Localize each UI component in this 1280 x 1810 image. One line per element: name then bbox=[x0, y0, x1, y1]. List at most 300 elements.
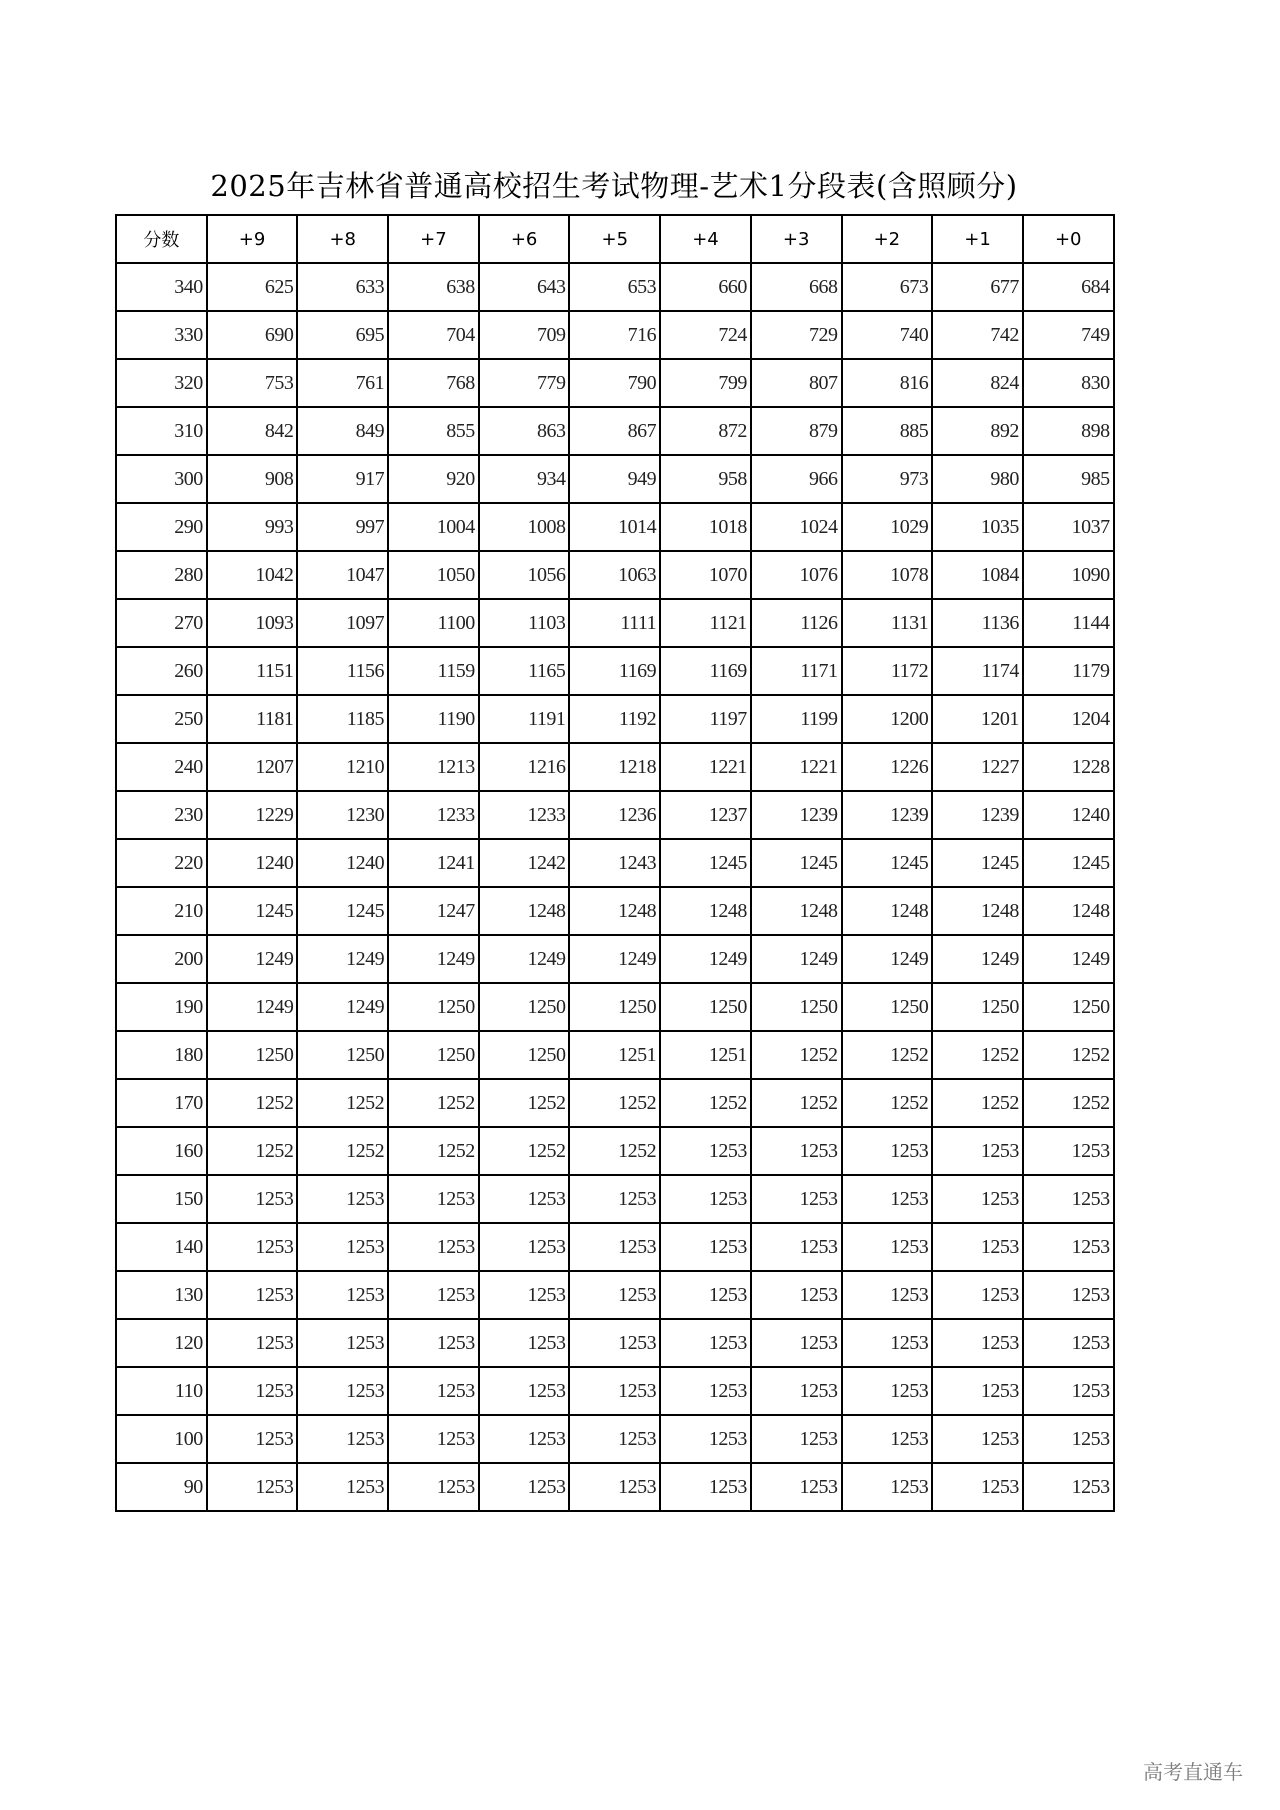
table-row bbox=[116, 1463, 1114, 1511]
cumulative-count-cell: 1253 bbox=[388, 1463, 479, 1511]
cumulative-count-cell: 1249 bbox=[660, 935, 751, 983]
cumulative-count-cell: 1014 bbox=[569, 503, 660, 551]
cumulative-count-cell: 1190 bbox=[388, 695, 479, 743]
cumulative-count-cell: 1144 bbox=[1023, 599, 1114, 647]
cumulative-count-cell: 709 bbox=[479, 311, 570, 359]
cumulative-count-cell: 1252 bbox=[1023, 1079, 1114, 1127]
cumulative-count-cell: 867 bbox=[569, 407, 660, 455]
cumulative-count-cell: 1250 bbox=[842, 983, 933, 1031]
cumulative-count-cell: 1197 bbox=[660, 695, 751, 743]
cumulative-count-cell: 1245 bbox=[751, 839, 842, 887]
cumulative-count-cell: 1236 bbox=[569, 791, 660, 839]
cumulative-count-cell: 633 bbox=[297, 263, 388, 311]
cumulative-count-cell: 1207 bbox=[207, 743, 298, 791]
cumulative-count-cell: 668 bbox=[751, 263, 842, 311]
cumulative-count-cell: 1121 bbox=[660, 599, 751, 647]
score-cell: 280 bbox=[116, 551, 207, 599]
column-header-offset: +7 bbox=[388, 215, 479, 263]
table-row bbox=[116, 1367, 1114, 1415]
cumulative-count-cell: 1253 bbox=[751, 1367, 842, 1415]
cumulative-count-cell: 807 bbox=[751, 359, 842, 407]
cumulative-count-cell: 1227 bbox=[932, 743, 1023, 791]
cumulative-count-cell: 1252 bbox=[207, 1079, 298, 1127]
cumulative-count-cell: 1253 bbox=[569, 1367, 660, 1415]
cumulative-count-cell: 1248 bbox=[932, 887, 1023, 935]
table-row bbox=[116, 1127, 1114, 1175]
score-cell: 260 bbox=[116, 647, 207, 695]
cumulative-count-cell: 1240 bbox=[297, 839, 388, 887]
cumulative-count-cell: 1174 bbox=[932, 647, 1023, 695]
cumulative-count-cell: 1179 bbox=[1023, 647, 1114, 695]
cumulative-count-cell: 1156 bbox=[297, 647, 388, 695]
watermark-text: 高考直通车 bbox=[1143, 1760, 1243, 1784]
column-header-offset: +9 bbox=[207, 215, 298, 263]
score-cell: 330 bbox=[116, 311, 207, 359]
cumulative-count-cell: 724 bbox=[660, 311, 751, 359]
table-row bbox=[116, 311, 1114, 359]
cumulative-count-cell: 1165 bbox=[479, 647, 570, 695]
cumulative-count-cell: 966 bbox=[751, 455, 842, 503]
cumulative-count-cell: 704 bbox=[388, 311, 479, 359]
cumulative-count-cell: 1253 bbox=[207, 1271, 298, 1319]
cumulative-count-cell: 830 bbox=[1023, 359, 1114, 407]
cumulative-count-cell: 1229 bbox=[207, 791, 298, 839]
cumulative-count-cell: 677 bbox=[932, 263, 1023, 311]
cumulative-count-cell: 997 bbox=[297, 503, 388, 551]
cumulative-count-cell: 1249 bbox=[569, 935, 660, 983]
cumulative-count-cell: 753 bbox=[207, 359, 298, 407]
cumulative-count-cell: 1018 bbox=[660, 503, 751, 551]
score-cell: 130 bbox=[116, 1271, 207, 1319]
cumulative-count-cell: 1253 bbox=[932, 1319, 1023, 1367]
cumulative-count-cell: 1250 bbox=[479, 983, 570, 1031]
cumulative-count-cell: 1250 bbox=[207, 1031, 298, 1079]
cumulative-count-cell: 1239 bbox=[842, 791, 933, 839]
cumulative-count-cell: 1136 bbox=[932, 599, 1023, 647]
cumulative-count-cell: 1253 bbox=[842, 1319, 933, 1367]
cumulative-count-cell: 673 bbox=[842, 263, 933, 311]
cumulative-count-cell: 1171 bbox=[751, 647, 842, 695]
cumulative-count-cell: 1252 bbox=[569, 1127, 660, 1175]
table-row bbox=[116, 455, 1114, 503]
cumulative-count-cell: 1253 bbox=[842, 1223, 933, 1271]
cumulative-count-cell: 779 bbox=[479, 359, 570, 407]
cumulative-count-cell: 1253 bbox=[751, 1271, 842, 1319]
cumulative-count-cell: 1131 bbox=[842, 599, 933, 647]
cumulative-count-cell: 1253 bbox=[660, 1415, 751, 1463]
cumulative-count-cell: 1213 bbox=[388, 743, 479, 791]
cumulative-count-cell: 1100 bbox=[388, 599, 479, 647]
cumulative-count-cell: 1050 bbox=[388, 551, 479, 599]
cumulative-count-cell: 695 bbox=[297, 311, 388, 359]
cumulative-count-cell: 1253 bbox=[207, 1463, 298, 1511]
score-cell: 320 bbox=[116, 359, 207, 407]
table-row bbox=[116, 839, 1114, 887]
score-cell: 170 bbox=[116, 1079, 207, 1127]
score-cell: 340 bbox=[116, 263, 207, 311]
cumulative-count-cell: 855 bbox=[388, 407, 479, 455]
score-cell: 220 bbox=[116, 839, 207, 887]
cumulative-count-cell: 729 bbox=[751, 311, 842, 359]
cumulative-count-cell: 842 bbox=[207, 407, 298, 455]
cumulative-count-cell: 1240 bbox=[207, 839, 298, 887]
cumulative-count-cell: 660 bbox=[660, 263, 751, 311]
cumulative-count-cell: 1253 bbox=[842, 1175, 933, 1223]
table-row bbox=[116, 1319, 1114, 1367]
cumulative-count-cell: 1216 bbox=[479, 743, 570, 791]
cumulative-count-cell: 1253 bbox=[842, 1367, 933, 1415]
cumulative-count-cell: 1252 bbox=[388, 1127, 479, 1175]
cumulative-count-cell: 1251 bbox=[660, 1031, 751, 1079]
table-row bbox=[116, 647, 1114, 695]
cumulative-count-cell: 1078 bbox=[842, 551, 933, 599]
table-body bbox=[116, 263, 1114, 1511]
cumulative-count-cell: 1253 bbox=[660, 1271, 751, 1319]
cumulative-count-cell: 653 bbox=[569, 263, 660, 311]
cumulative-count-cell: 1253 bbox=[660, 1175, 751, 1223]
cumulative-count-cell: 1253 bbox=[660, 1463, 751, 1511]
cumulative-count-cell: 1239 bbox=[932, 791, 1023, 839]
table-row bbox=[116, 1223, 1114, 1271]
cumulative-count-cell: 1151 bbox=[207, 647, 298, 695]
score-cell: 180 bbox=[116, 1031, 207, 1079]
cumulative-count-cell: 1248 bbox=[660, 887, 751, 935]
cumulative-count-cell: 1126 bbox=[751, 599, 842, 647]
score-cell: 300 bbox=[116, 455, 207, 503]
column-header-offset: +8 bbox=[297, 215, 388, 263]
table-row bbox=[116, 263, 1114, 311]
cumulative-count-cell: 749 bbox=[1023, 311, 1114, 359]
cumulative-count-cell: 1042 bbox=[207, 551, 298, 599]
cumulative-count-cell: 1252 bbox=[842, 1079, 933, 1127]
cumulative-count-cell: 1248 bbox=[479, 887, 570, 935]
table-row bbox=[116, 935, 1114, 983]
cumulative-count-cell: 1253 bbox=[751, 1175, 842, 1223]
cumulative-count-cell: 1185 bbox=[297, 695, 388, 743]
cumulative-count-cell: 816 bbox=[842, 359, 933, 407]
cumulative-count-cell: 1253 bbox=[479, 1319, 570, 1367]
table-row bbox=[116, 791, 1114, 839]
cumulative-count-cell: 1204 bbox=[1023, 695, 1114, 743]
cumulative-count-cell: 1248 bbox=[569, 887, 660, 935]
cumulative-count-cell: 1250 bbox=[388, 983, 479, 1031]
cumulative-count-cell: 761 bbox=[297, 359, 388, 407]
cumulative-count-cell: 1250 bbox=[569, 983, 660, 1031]
cumulative-count-cell: 1228 bbox=[1023, 743, 1114, 791]
cumulative-count-cell: 985 bbox=[1023, 455, 1114, 503]
cumulative-count-cell: 1253 bbox=[751, 1463, 842, 1511]
score-distribution-table bbox=[115, 214, 1115, 1512]
cumulative-count-cell: 1159 bbox=[388, 647, 479, 695]
cumulative-count-cell: 1252 bbox=[932, 1079, 1023, 1127]
cumulative-count-cell: 1253 bbox=[751, 1223, 842, 1271]
score-cell: 250 bbox=[116, 695, 207, 743]
cumulative-count-cell: 973 bbox=[842, 455, 933, 503]
cumulative-count-cell: 1063 bbox=[569, 551, 660, 599]
column-header-score: 分数 bbox=[116, 215, 207, 263]
cumulative-count-cell: 742 bbox=[932, 311, 1023, 359]
cumulative-count-cell: 1253 bbox=[751, 1415, 842, 1463]
cumulative-count-cell: 1241 bbox=[388, 839, 479, 887]
cumulative-count-cell: 1253 bbox=[842, 1415, 933, 1463]
column-header-offset: +2 bbox=[842, 215, 933, 263]
cumulative-count-cell: 1252 bbox=[297, 1127, 388, 1175]
column-header-offset: +5 bbox=[569, 215, 660, 263]
score-cell: 240 bbox=[116, 743, 207, 791]
cumulative-count-cell: 879 bbox=[751, 407, 842, 455]
cumulative-count-cell: 1240 bbox=[1023, 791, 1114, 839]
cumulative-count-cell: 898 bbox=[1023, 407, 1114, 455]
column-header-offset: +3 bbox=[751, 215, 842, 263]
cumulative-count-cell: 799 bbox=[660, 359, 751, 407]
cumulative-count-cell: 1253 bbox=[569, 1319, 660, 1367]
cumulative-count-cell: 863 bbox=[479, 407, 570, 455]
cumulative-count-cell: 625 bbox=[207, 263, 298, 311]
cumulative-count-cell: 1253 bbox=[388, 1223, 479, 1271]
cumulative-count-cell: 1251 bbox=[569, 1031, 660, 1079]
cumulative-count-cell: 1084 bbox=[932, 551, 1023, 599]
cumulative-count-cell: 716 bbox=[569, 311, 660, 359]
cumulative-count-cell: 1239 bbox=[751, 791, 842, 839]
cumulative-count-cell: 1253 bbox=[388, 1415, 479, 1463]
cumulative-count-cell: 1243 bbox=[569, 839, 660, 887]
score-cell: 310 bbox=[116, 407, 207, 455]
cumulative-count-cell: 1253 bbox=[1023, 1127, 1114, 1175]
cumulative-count-cell: 1056 bbox=[479, 551, 570, 599]
table-row bbox=[116, 1271, 1114, 1319]
table-row bbox=[116, 407, 1114, 455]
cumulative-count-cell: 1090 bbox=[1023, 551, 1114, 599]
score-cell: 190 bbox=[116, 983, 207, 1031]
cumulative-count-cell: 1253 bbox=[569, 1463, 660, 1511]
cumulative-count-cell: 1253 bbox=[842, 1463, 933, 1511]
cumulative-count-cell: 1250 bbox=[660, 983, 751, 1031]
cumulative-count-cell: 1253 bbox=[388, 1271, 479, 1319]
cumulative-count-cell: 1249 bbox=[297, 935, 388, 983]
cumulative-count-cell: 1253 bbox=[207, 1415, 298, 1463]
cumulative-count-cell: 1252 bbox=[297, 1079, 388, 1127]
cumulative-count-cell: 1252 bbox=[751, 1079, 842, 1127]
cumulative-count-cell: 1230 bbox=[297, 791, 388, 839]
cumulative-count-cell: 1252 bbox=[388, 1079, 479, 1127]
cumulative-count-cell: 824 bbox=[932, 359, 1023, 407]
cumulative-count-cell: 1250 bbox=[1023, 983, 1114, 1031]
cumulative-count-cell: 1242 bbox=[479, 839, 570, 887]
table-row bbox=[116, 983, 1114, 1031]
column-header-offset: +4 bbox=[660, 215, 751, 263]
cumulative-count-cell: 1029 bbox=[842, 503, 933, 551]
cumulative-count-cell: 1200 bbox=[842, 695, 933, 743]
cumulative-count-cell: 1192 bbox=[569, 695, 660, 743]
cumulative-count-cell: 684 bbox=[1023, 263, 1114, 311]
cumulative-count-cell: 1103 bbox=[479, 599, 570, 647]
cumulative-count-cell: 1253 bbox=[297, 1271, 388, 1319]
table-row bbox=[116, 695, 1114, 743]
cumulative-count-cell: 1037 bbox=[1023, 503, 1114, 551]
table-row bbox=[116, 1079, 1114, 1127]
cumulative-count-cell: 1253 bbox=[842, 1127, 933, 1175]
cumulative-count-cell: 1249 bbox=[842, 935, 933, 983]
cumulative-count-cell: 849 bbox=[297, 407, 388, 455]
cumulative-count-cell: 1245 bbox=[932, 839, 1023, 887]
cumulative-count-cell: 1252 bbox=[660, 1079, 751, 1127]
score-cell: 120 bbox=[116, 1319, 207, 1367]
cumulative-count-cell: 1253 bbox=[932, 1367, 1023, 1415]
cumulative-count-cell: 1253 bbox=[751, 1319, 842, 1367]
table-row bbox=[116, 887, 1114, 935]
cumulative-count-cell: 1247 bbox=[388, 887, 479, 935]
cumulative-count-cell: 740 bbox=[842, 311, 933, 359]
cumulative-count-cell: 1169 bbox=[660, 647, 751, 695]
cumulative-count-cell: 1252 bbox=[751, 1031, 842, 1079]
cumulative-count-cell: 1181 bbox=[207, 695, 298, 743]
cumulative-count-cell: 1253 bbox=[479, 1367, 570, 1415]
score-cell: 200 bbox=[116, 935, 207, 983]
score-cell: 90 bbox=[116, 1463, 207, 1511]
cumulative-count-cell: 1253 bbox=[207, 1319, 298, 1367]
score-cell: 140 bbox=[116, 1223, 207, 1271]
cumulative-count-cell: 1253 bbox=[1023, 1271, 1114, 1319]
cumulative-count-cell: 1252 bbox=[1023, 1031, 1114, 1079]
cumulative-count-cell: 1253 bbox=[388, 1319, 479, 1367]
table-row bbox=[116, 743, 1114, 791]
cumulative-count-cell: 1253 bbox=[297, 1367, 388, 1415]
score-cell: 230 bbox=[116, 791, 207, 839]
score-cell: 100 bbox=[116, 1415, 207, 1463]
cumulative-count-cell: 1253 bbox=[932, 1175, 1023, 1223]
cumulative-count-cell: 934 bbox=[479, 455, 570, 503]
cumulative-count-cell: 1024 bbox=[751, 503, 842, 551]
cumulative-count-cell: 1233 bbox=[388, 791, 479, 839]
cumulative-count-cell: 1250 bbox=[479, 1031, 570, 1079]
cumulative-count-cell: 1253 bbox=[660, 1319, 751, 1367]
cumulative-count-cell: 1253 bbox=[932, 1127, 1023, 1175]
cumulative-count-cell: 1237 bbox=[660, 791, 751, 839]
cumulative-count-cell: 1233 bbox=[479, 791, 570, 839]
cumulative-count-cell: 1253 bbox=[569, 1271, 660, 1319]
cumulative-count-cell: 1035 bbox=[932, 503, 1023, 551]
cumulative-count-cell: 993 bbox=[207, 503, 298, 551]
cumulative-count-cell: 1253 bbox=[569, 1415, 660, 1463]
cumulative-count-cell: 1252 bbox=[479, 1127, 570, 1175]
cumulative-count-cell: 1252 bbox=[479, 1079, 570, 1127]
score-cell: 210 bbox=[116, 887, 207, 935]
cumulative-count-cell: 1245 bbox=[297, 887, 388, 935]
cumulative-count-cell: 1253 bbox=[1023, 1319, 1114, 1367]
cumulative-count-cell: 958 bbox=[660, 455, 751, 503]
cumulative-count-cell: 1111 bbox=[569, 599, 660, 647]
column-header-offset: +0 bbox=[1023, 215, 1114, 263]
cumulative-count-cell: 917 bbox=[297, 455, 388, 503]
cumulative-count-cell: 1210 bbox=[297, 743, 388, 791]
cumulative-count-cell: 1245 bbox=[207, 887, 298, 935]
cumulative-count-cell: 1245 bbox=[1023, 839, 1114, 887]
table-header-row bbox=[116, 215, 1114, 263]
cumulative-count-cell: 1249 bbox=[207, 983, 298, 1031]
cumulative-count-cell: 1253 bbox=[207, 1367, 298, 1415]
cumulative-count-cell: 1253 bbox=[297, 1415, 388, 1463]
cumulative-count-cell: 1253 bbox=[932, 1463, 1023, 1511]
cumulative-count-cell: 1004 bbox=[388, 503, 479, 551]
cumulative-count-cell: 1245 bbox=[660, 839, 751, 887]
cumulative-count-cell: 790 bbox=[569, 359, 660, 407]
cumulative-count-cell: 1253 bbox=[660, 1127, 751, 1175]
cumulative-count-cell: 1253 bbox=[297, 1223, 388, 1271]
cumulative-count-cell: 1252 bbox=[842, 1031, 933, 1079]
cumulative-count-cell: 1253 bbox=[569, 1175, 660, 1223]
cumulative-count-cell: 1250 bbox=[932, 983, 1023, 1031]
cumulative-count-cell: 1253 bbox=[388, 1175, 479, 1223]
cumulative-count-cell: 1249 bbox=[1023, 935, 1114, 983]
cumulative-count-cell: 872 bbox=[660, 407, 751, 455]
score-cell: 290 bbox=[116, 503, 207, 551]
cumulative-count-cell: 1245 bbox=[842, 839, 933, 887]
cumulative-count-cell: 980 bbox=[932, 455, 1023, 503]
cumulative-count-cell: 1253 bbox=[842, 1271, 933, 1319]
cumulative-count-cell: 1253 bbox=[660, 1223, 751, 1271]
cumulative-count-cell: 1249 bbox=[479, 935, 570, 983]
cumulative-count-cell: 885 bbox=[842, 407, 933, 455]
cumulative-count-cell: 1253 bbox=[751, 1127, 842, 1175]
cumulative-count-cell: 1253 bbox=[932, 1223, 1023, 1271]
cumulative-count-cell: 1250 bbox=[388, 1031, 479, 1079]
cumulative-count-cell: 643 bbox=[479, 263, 570, 311]
cumulative-count-cell: 1201 bbox=[932, 695, 1023, 743]
cumulative-count-cell: 1097 bbox=[297, 599, 388, 647]
cumulative-count-cell: 1226 bbox=[842, 743, 933, 791]
cumulative-count-cell: 1253 bbox=[1023, 1463, 1114, 1511]
cumulative-count-cell: 1253 bbox=[569, 1223, 660, 1271]
cumulative-count-cell: 1253 bbox=[297, 1319, 388, 1367]
cumulative-count-cell: 1070 bbox=[660, 551, 751, 599]
cumulative-count-cell: 1172 bbox=[842, 647, 933, 695]
table-row bbox=[116, 599, 1114, 647]
cumulative-count-cell: 1250 bbox=[751, 983, 842, 1031]
cumulative-count-cell: 1249 bbox=[297, 983, 388, 1031]
cumulative-count-cell: 1253 bbox=[479, 1463, 570, 1511]
cumulative-count-cell: 1253 bbox=[207, 1223, 298, 1271]
column-header-offset: +1 bbox=[932, 215, 1023, 263]
cumulative-count-cell: 1250 bbox=[297, 1031, 388, 1079]
table-row bbox=[116, 1031, 1114, 1079]
cumulative-count-cell: 1249 bbox=[207, 935, 298, 983]
cumulative-count-cell: 1248 bbox=[842, 887, 933, 935]
cumulative-count-cell: 638 bbox=[388, 263, 479, 311]
table-row bbox=[116, 359, 1114, 407]
cumulative-count-cell: 1253 bbox=[479, 1223, 570, 1271]
cumulative-count-cell: 1253 bbox=[932, 1271, 1023, 1319]
cumulative-count-cell: 1253 bbox=[479, 1271, 570, 1319]
score-cell: 110 bbox=[116, 1367, 207, 1415]
cumulative-count-cell: 1221 bbox=[660, 743, 751, 791]
cumulative-count-cell: 1252 bbox=[932, 1031, 1023, 1079]
cumulative-count-cell: 1252 bbox=[207, 1127, 298, 1175]
cumulative-count-cell: 1008 bbox=[479, 503, 570, 551]
cumulative-count-cell: 908 bbox=[207, 455, 298, 503]
cumulative-count-cell: 1253 bbox=[479, 1175, 570, 1223]
cumulative-count-cell: 1169 bbox=[569, 647, 660, 695]
cumulative-count-cell: 1253 bbox=[1023, 1175, 1114, 1223]
cumulative-count-cell: 1218 bbox=[569, 743, 660, 791]
cumulative-count-cell: 1249 bbox=[932, 935, 1023, 983]
cumulative-count-cell: 1249 bbox=[388, 935, 479, 983]
cumulative-count-cell: 1253 bbox=[207, 1175, 298, 1223]
table-row bbox=[116, 1175, 1114, 1223]
cumulative-count-cell: 920 bbox=[388, 455, 479, 503]
cumulative-count-cell: 1253 bbox=[479, 1415, 570, 1463]
column-header-offset: +6 bbox=[479, 215, 570, 263]
score-cell: 160 bbox=[116, 1127, 207, 1175]
